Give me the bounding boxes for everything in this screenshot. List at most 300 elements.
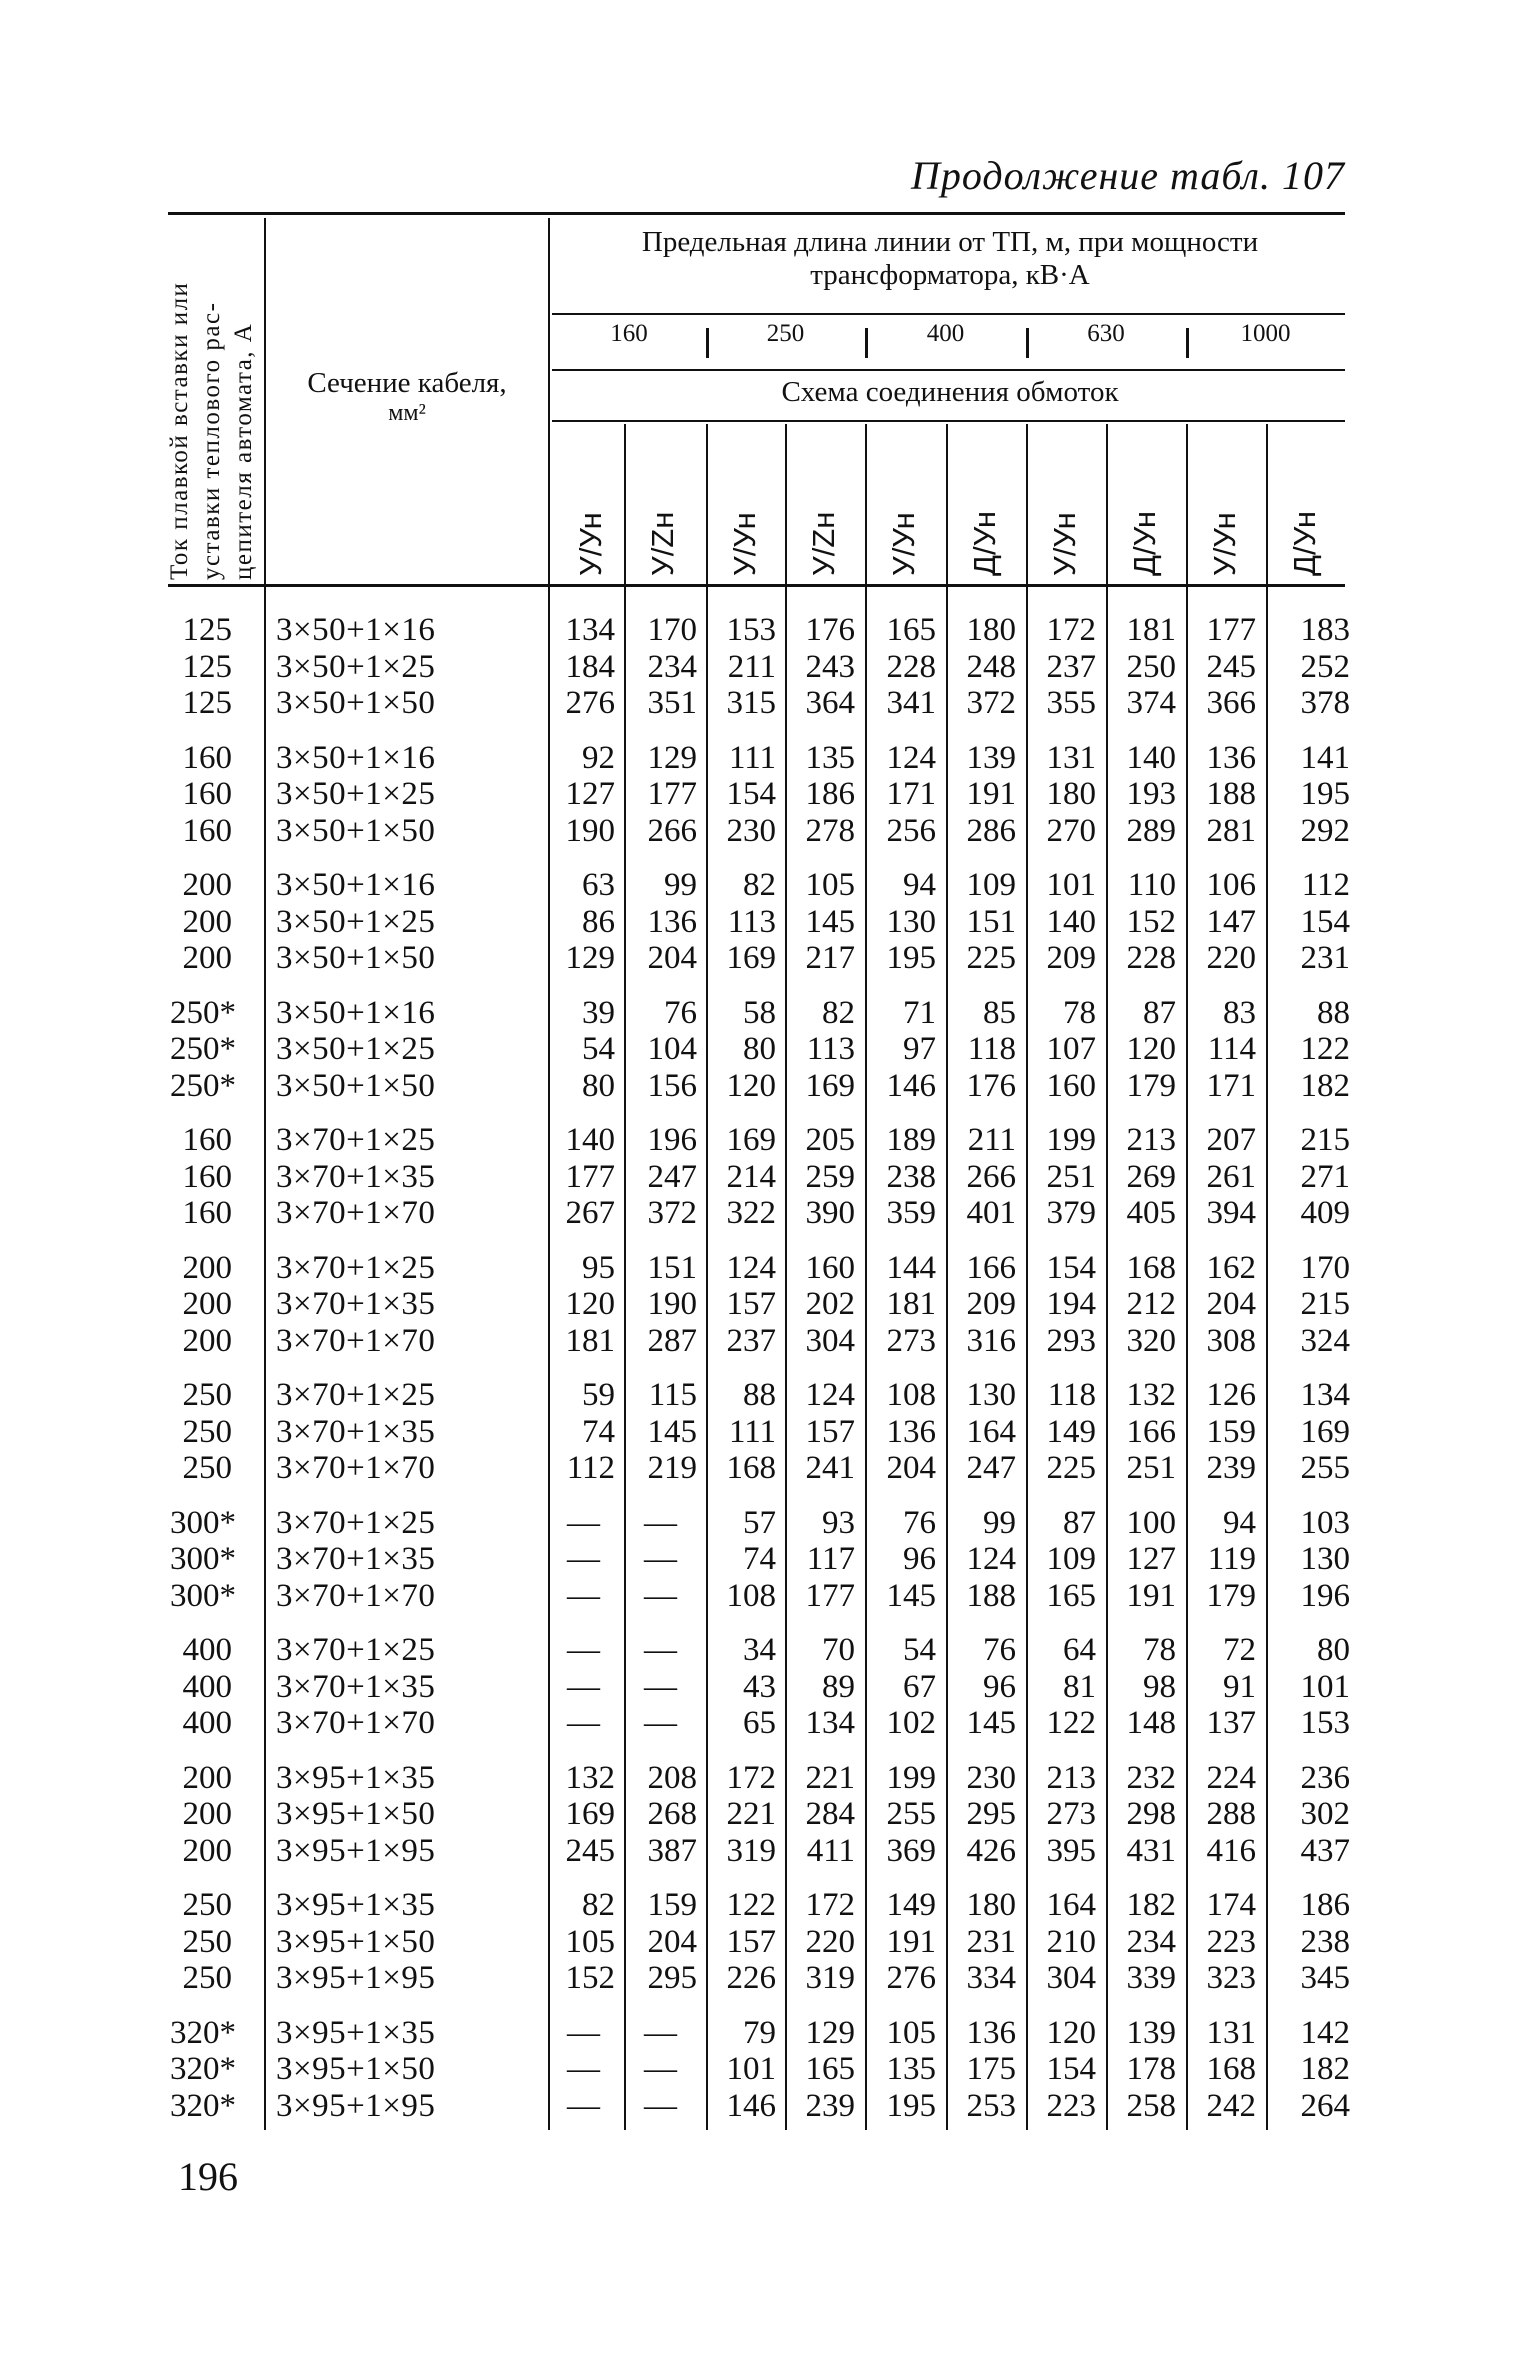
cable-section-cell: 3×50+1×25 [276, 903, 436, 940]
line-length-cell: 86 [582, 903, 615, 940]
line-length-cell: 132 [1126, 1377, 1176, 1413]
line-length-cell: 238 [886, 1158, 936, 1195]
cable-section-cell: 3×70+1×70 [276, 1577, 436, 1614]
cable-section-cell: 3×70+1×70 [276, 1322, 436, 1359]
line-length-cell: 319 [726, 1832, 776, 1869]
fuse-current-cell: 200 [182, 903, 232, 940]
line-length-cell: 168 [726, 1450, 776, 1486]
line-length-cell: 119 [1207, 1541, 1256, 1577]
line-length-cell: — [567, 2051, 600, 2087]
line-length-cell: 172 [726, 1759, 776, 1796]
line-length-cell: 58 [743, 994, 776, 1031]
column-rule [785, 424, 787, 2130]
line-length-cell: 144 [886, 1249, 936, 1286]
cable-section-cell: 3×95+1×50 [276, 1796, 436, 1832]
line-length-cell: 160 [805, 1249, 855, 1286]
line-length-cell: 278 [805, 812, 855, 849]
line-length-cell: 57 [743, 1504, 776, 1541]
line-length-cell: 186 [1300, 1887, 1350, 1923]
winding-scheme-header: Д/Ун [1287, 510, 1322, 576]
line-length-cell: 129 [565, 940, 615, 976]
line-length-cell: — [567, 2087, 600, 2124]
header-rule [552, 313, 1345, 315]
line-length-cell: 199 [1046, 1122, 1096, 1158]
cable-section-cell: 3×70+1×25 [276, 1377, 436, 1413]
column-rule [1266, 424, 1268, 2130]
line-length-cell: 120 [1046, 2014, 1096, 2051]
line-length-cell: 70 [822, 1632, 855, 1668]
line-length-cell: 152 [565, 1960, 615, 1996]
line-length-cell: 179 [1206, 1577, 1256, 1614]
line-length-cell: 145 [886, 1577, 936, 1614]
line-length-cell: 251 [1126, 1450, 1176, 1486]
line-length-cell: 113 [806, 1031, 855, 1067]
line-length-cell: 345 [1300, 1960, 1350, 1996]
line-length-cell: 237 [726, 1322, 776, 1359]
line-length-cell: 148 [1126, 1705, 1176, 1741]
line-length-cell: 80 [743, 1031, 776, 1067]
fuse-current-cell: 300* [170, 1577, 236, 1614]
line-length-cell: 431 [1126, 1832, 1176, 1869]
line-length-cell: 159 [1206, 1413, 1256, 1450]
line-length-cell: 181 [886, 1286, 936, 1322]
line-length-cell: 67 [903, 1668, 936, 1705]
cable-section-cell: 3×70+1×70 [276, 1450, 436, 1486]
winding-scheme-header: У/Ун [886, 512, 921, 576]
fuse-current-cell: 200 [182, 940, 232, 976]
cable-section-cell: 3×95+1×35 [276, 1887, 436, 1923]
line-length-cell: 243 [805, 648, 855, 685]
line-length-cell: 241 [805, 1450, 855, 1486]
line-length-cell: 165 [1046, 1577, 1096, 1614]
line-length-cell: 111 [728, 739, 776, 776]
line-length-cell: 34 [743, 1632, 776, 1668]
line-length-cell: 78 [1063, 994, 1096, 1031]
fuse-current-cell: 250 [182, 1923, 232, 1960]
line-length-cell: 195 [886, 2087, 936, 2124]
line-length-cell: 191 [886, 1923, 936, 1960]
power-divider [1026, 328, 1029, 358]
line-length-cell: 225 [966, 940, 1016, 976]
line-length-cell: 101 [726, 2051, 776, 2087]
line-length-cell: 105 [565, 1923, 615, 1960]
fuse-current-cell: 160 [182, 739, 232, 776]
power-divider [1186, 328, 1189, 358]
fuse-current-cell: 250 [182, 1960, 232, 1996]
header-bottom-rule [168, 584, 1345, 587]
line-length-cell: 175 [966, 2051, 1016, 2087]
fuse-current-cell: 250 [182, 1377, 232, 1413]
line-length-cell: 252 [1300, 648, 1350, 685]
line-length-cell: 100 [1126, 1504, 1176, 1541]
line-length-cell: 87 [1143, 994, 1176, 1031]
line-length-cell: 164 [1046, 1887, 1096, 1923]
line-length-cell: 83 [1223, 994, 1256, 1031]
line-length-cell: 145 [647, 1413, 697, 1450]
line-length-cell: 134 [565, 612, 615, 648]
cable-section-cell: 3×95+1×50 [276, 1923, 436, 1960]
column-rule [865, 424, 867, 2130]
cable-section-cell: 3×95+1×35 [276, 2014, 436, 2051]
line-length-cell: 136 [647, 903, 697, 940]
fuse-current-cell: 320* [170, 2014, 236, 2051]
line-length-cell: 409 [1300, 1195, 1350, 1231]
length-spanner-header: Предельная длина линии от ТП, м, при мощности трансформатора, кВ·А [641, 226, 1259, 291]
cable-section-cell: 3×50+1×16 [276, 867, 436, 903]
line-length-cell: 237 [1046, 648, 1096, 685]
line-length-cell: 239 [1206, 1450, 1256, 1486]
line-length-cell: 103 [1300, 1504, 1350, 1541]
line-length-cell: 236 [1300, 1759, 1350, 1796]
line-length-cell: 220 [805, 1923, 855, 1960]
column-rule [624, 424, 626, 2130]
line-length-cell: 82 [743, 867, 776, 903]
fuse-current-cell: 250 [182, 1450, 232, 1486]
line-length-cell: 180 [966, 1887, 1016, 1923]
cable-section-cell: 3×50+1×50 [276, 812, 436, 849]
line-length-cell: 268 [647, 1796, 697, 1832]
fuse-current-cell: 160 [182, 1195, 232, 1231]
line-length-cell: 364 [805, 685, 855, 721]
line-length-cell: 230 [966, 1759, 1016, 1796]
line-length-cell: 106 [1206, 867, 1256, 903]
line-length-cell: 319 [805, 1960, 855, 1996]
line-length-cell: 153 [726, 612, 776, 648]
line-length-cell: 63 [582, 867, 615, 903]
cable-section-cell: 3×50+1×50 [276, 685, 436, 721]
line-length-cell: 308 [1206, 1322, 1256, 1359]
line-length-cell: 247 [966, 1450, 1016, 1486]
line-length-cell: 378 [1300, 685, 1350, 721]
line-length-cell: 212 [1126, 1286, 1176, 1322]
cable-section-cell: 3×95+1×95 [276, 1832, 436, 1869]
line-length-cell: 247 [647, 1158, 697, 1195]
cable-section-cell: 3×50+1×50 [276, 940, 436, 976]
line-length-cell: — [567, 1541, 600, 1577]
line-length-cell: 118 [967, 1031, 1016, 1067]
cable-section-cell: 3×70+1×35 [276, 1668, 436, 1705]
line-length-cell: 355 [1046, 685, 1096, 721]
line-length-cell: 59 [582, 1377, 615, 1413]
line-length-cell: 168 [1126, 1249, 1176, 1286]
cable-section-cell: 3×50+1×16 [276, 612, 436, 648]
line-length-cell: 276 [565, 685, 615, 721]
fuse-current-cell: 320* [170, 2087, 236, 2124]
line-length-cell: 166 [1126, 1413, 1176, 1450]
line-length-cell: 78 [1143, 1632, 1176, 1668]
line-length-cell: 149 [1046, 1413, 1096, 1450]
line-length-cell: 126 [1206, 1377, 1256, 1413]
line-length-cell: 177 [565, 1158, 615, 1195]
fuse-current-cell: 400 [182, 1632, 232, 1668]
column-rule [1106, 424, 1108, 2130]
line-length-cell: 115 [648, 1377, 697, 1413]
line-length-cell: 136 [1206, 739, 1256, 776]
line-length-cell: 71 [903, 994, 936, 1031]
fuse-current-cell: 250 [182, 1887, 232, 1923]
fuse-current-cell: 200 [182, 1832, 232, 1869]
line-length-cell: 271 [1300, 1158, 1350, 1195]
line-length-cell: 81 [1063, 1668, 1096, 1705]
line-length-cell: 416 [1206, 1832, 1256, 1869]
line-length-cell: 316 [966, 1322, 1016, 1359]
line-length-cell: 302 [1300, 1796, 1350, 1832]
line-length-cell: 196 [647, 1122, 697, 1158]
line-length-cell: 151 [966, 903, 1016, 940]
winding-scheme-header: У/Zн [645, 511, 680, 576]
line-length-cell: 157 [726, 1286, 776, 1322]
line-length-cell: 54 [903, 1632, 936, 1668]
power-header: 630 [1087, 320, 1125, 347]
line-length-cell: 165 [886, 612, 936, 648]
line-length-cell: 137 [1206, 1705, 1256, 1741]
line-length-cell: 220 [1206, 940, 1256, 976]
column-rule [706, 424, 708, 2130]
line-length-cell: 109 [1046, 1541, 1096, 1577]
line-length-cell: 269 [1126, 1158, 1176, 1195]
line-length-cell: 211 [727, 648, 776, 685]
line-length-cell: 130 [966, 1377, 1016, 1413]
line-length-cell: 251 [1046, 1158, 1096, 1195]
line-length-cell: 437 [1300, 1832, 1350, 1869]
line-length-cell: — [567, 1668, 600, 1705]
line-length-cell: 94 [1223, 1504, 1256, 1541]
cable-section-cell: 3×95+1×50 [276, 2051, 436, 2087]
line-length-cell: 152 [1126, 903, 1176, 940]
line-length-cell: 188 [966, 1577, 1016, 1614]
line-length-cell: — [644, 1504, 677, 1541]
fuse-current-cell: 320* [170, 2051, 236, 2087]
line-length-cell: — [567, 1705, 600, 1741]
fuse-current-cell: 300* [170, 1504, 236, 1541]
power-header: 400 [926, 320, 965, 347]
line-length-cell: 168 [1206, 2051, 1256, 2087]
line-length-cell: 224 [1206, 1759, 1256, 1796]
line-length-cell: 130 [1300, 1541, 1350, 1577]
line-length-cell: 387 [647, 1832, 697, 1869]
power-divider [706, 328, 709, 358]
line-length-cell: 105 [805, 867, 855, 903]
line-length-cell: 221 [726, 1796, 776, 1832]
line-length-cell: 91 [1223, 1668, 1256, 1705]
line-length-cell: 157 [805, 1413, 855, 1450]
fuse-current-cell: 400 [182, 1668, 232, 1705]
line-length-cell: 110 [1127, 867, 1176, 903]
line-length-cell: 171 [1206, 1067, 1256, 1104]
line-length-cell: 88 [1317, 994, 1350, 1031]
fuse-current-cell: 250* [170, 994, 236, 1031]
line-length-cell: 273 [886, 1322, 936, 1359]
line-length-cell: 169 [805, 1067, 855, 1104]
line-length-cell: 177 [647, 776, 697, 812]
line-length-cell: 127 [1126, 1541, 1176, 1577]
line-length-cell: 120 [565, 1286, 615, 1322]
line-length-cell: 208 [647, 1759, 697, 1796]
line-length-cell: 286 [966, 812, 1016, 849]
column-rule [1186, 424, 1188, 2130]
line-length-cell: 124 [726, 1249, 776, 1286]
line-length-cell: 108 [886, 1377, 936, 1413]
power-header: 1000 [1240, 320, 1291, 347]
cable-section-cell: 3×50+1×25 [276, 776, 436, 812]
line-length-cell: 136 [966, 2014, 1016, 2051]
line-length-cell: 154 [1300, 903, 1350, 940]
section-header-unit: мм² [388, 400, 426, 426]
line-length-cell: 160 [1046, 1067, 1096, 1104]
section-header-text: Сечение кабеля, [307, 367, 507, 399]
line-length-cell: 164 [966, 1413, 1016, 1450]
line-length-cell: 169 [726, 1122, 776, 1158]
line-length-cell: 215 [1300, 1122, 1350, 1158]
line-length-cell: 166 [966, 1249, 1016, 1286]
line-length-cell: 146 [886, 1067, 936, 1104]
line-length-cell: 426 [966, 1832, 1016, 1869]
line-length-cell: 181 [1126, 612, 1176, 648]
line-length-cell: 180 [1046, 776, 1096, 812]
line-length-cell: 177 [1206, 612, 1256, 648]
line-length-cell: 171 [886, 776, 936, 812]
line-length-cell: 140 [1046, 903, 1096, 940]
cable-section-cell: 3×50+1×25 [276, 1031, 436, 1067]
line-length-cell: 194 [1046, 1286, 1096, 1322]
line-length-cell: 276 [886, 1960, 936, 1996]
winding-scheme-header: У/Ун [573, 512, 608, 576]
fuse-current-cell: 250* [170, 1031, 236, 1067]
line-length-cell: 228 [1126, 940, 1176, 976]
line-length-cell: 255 [1300, 1450, 1350, 1486]
line-length-cell: 234 [647, 648, 697, 685]
line-length-cell: 190 [647, 1286, 697, 1322]
line-length-cell: 341 [886, 685, 936, 721]
line-length-cell: 134 [805, 1705, 855, 1741]
cable-section-cell: 3×95+1×35 [276, 1759, 436, 1796]
line-length-cell: 324 [1300, 1322, 1350, 1359]
line-length-cell: 88 [743, 1377, 776, 1413]
line-length-cell: 334 [966, 1960, 1016, 1996]
line-length-cell: 298 [1126, 1796, 1176, 1832]
cable-section-cell: 3×50+1×50 [276, 1067, 436, 1104]
cable-section-cell: 3×95+1×95 [276, 1960, 436, 1996]
cable-section-cell: 3×50+1×16 [276, 739, 436, 776]
line-length-cell: 191 [966, 776, 1016, 812]
line-length-cell: 172 [1046, 612, 1096, 648]
line-length-cell: 193 [1126, 776, 1176, 812]
column-rule [548, 218, 550, 2130]
line-length-cell: — [644, 2014, 677, 2051]
line-length-cell: 76 [903, 1504, 936, 1541]
line-length-cell: 139 [1126, 2014, 1176, 2051]
cable-section-cell: 3×50+1×25 [276, 648, 436, 685]
line-length-cell: 99 [983, 1504, 1016, 1541]
line-length-cell: 96 [903, 1541, 936, 1577]
line-length-cell: 401 [966, 1195, 1016, 1231]
line-length-cell: 390 [805, 1195, 855, 1231]
line-length-cell: 165 [805, 2051, 855, 2087]
winding-scheme-header: У/Ун [727, 512, 762, 576]
fuse-current-cell: 250 [182, 1413, 232, 1450]
line-length-cell: 226 [726, 1960, 776, 1996]
line-length-cell: 101 [1300, 1668, 1350, 1705]
line-length-cell: 223 [1046, 2087, 1096, 2124]
line-length-cell: 112 [1301, 867, 1350, 903]
line-length-cell: 405 [1126, 1195, 1176, 1231]
line-length-cell: 289 [1126, 812, 1176, 849]
line-length-cell: 74 [582, 1413, 615, 1450]
line-length-cell: 169 [1300, 1413, 1350, 1450]
line-length-cell: 180 [966, 612, 1016, 648]
line-length-cell: 295 [647, 1960, 697, 1996]
line-length-cell: 145 [966, 1705, 1016, 1741]
line-length-cell: 39 [582, 994, 615, 1031]
power-header: 250 [766, 320, 805, 347]
line-length-cell: 130 [886, 903, 936, 940]
line-length-cell: 205 [805, 1122, 855, 1158]
line-length-cell: 124 [886, 739, 936, 776]
line-length-cell: 65 [743, 1705, 776, 1741]
line-length-cell: 131 [1206, 2014, 1256, 2051]
line-length-cell: 105 [886, 2014, 936, 2051]
line-length-cell: 209 [966, 1286, 1016, 1322]
fuse-current-cell: 200 [182, 867, 232, 903]
top-rule [168, 212, 1345, 215]
line-length-cell: 74 [743, 1541, 776, 1577]
line-length-cell: 157 [726, 1923, 776, 1960]
line-length-cell: 176 [805, 612, 855, 648]
fuse-current-cell: 400 [182, 1705, 232, 1741]
line-length-cell: 250 [1126, 648, 1176, 685]
line-length-cell: 76 [983, 1632, 1016, 1668]
line-length-cell: 195 [1300, 776, 1350, 812]
line-length-cell: 411 [806, 1832, 855, 1869]
line-length-cell: 239 [805, 2087, 855, 2124]
line-length-cell: 174 [1206, 1887, 1256, 1923]
line-length-cell: 92 [582, 739, 615, 776]
line-length-cell: 202 [805, 1286, 855, 1322]
page-number: 196 [178, 2154, 238, 2199]
line-length-cell: 172 [805, 1887, 855, 1923]
cable-section-cell: 3×70+1×35 [276, 1158, 436, 1195]
line-length-cell: 120 [1126, 1031, 1176, 1067]
line-length-cell: 186 [805, 776, 855, 812]
fuse-current-cell: 200 [182, 1796, 232, 1832]
line-length-cell: 85 [983, 994, 1016, 1031]
fuse-current-cell: 200 [182, 1286, 232, 1322]
line-length-cell: 182 [1126, 1887, 1176, 1923]
section-column-header [278, 368, 536, 428]
line-length-cell: 215 [1300, 1286, 1350, 1322]
line-length-cell: 118 [1047, 1377, 1096, 1413]
line-length-cell: 82 [582, 1887, 615, 1923]
line-length-cell: 122 [1046, 1705, 1096, 1741]
line-length-cell: 80 [1317, 1632, 1350, 1668]
line-length-cell: 154 [1046, 2051, 1096, 2087]
line-length-cell: 93 [822, 1504, 855, 1541]
winding-scheme-header: У/Ун [1207, 512, 1242, 576]
line-length-cell: 159 [647, 1887, 697, 1923]
line-length-cell: 64 [1063, 1632, 1096, 1668]
line-length-cell: 339 [1126, 1960, 1176, 1996]
line-length-cell: 374 [1126, 685, 1176, 721]
fuse-current-cell: 125 [182, 685, 232, 721]
line-length-cell: 366 [1206, 685, 1256, 721]
line-length-cell: 104 [647, 1031, 697, 1067]
line-length-cell: 261 [1206, 1158, 1256, 1195]
line-length-cell: 178 [1126, 2051, 1176, 2087]
line-length-cell: 284 [805, 1796, 855, 1832]
line-length-cell: 295 [966, 1796, 1016, 1832]
winding-scheme-header: Д/Ун [1127, 510, 1162, 576]
column-rule [946, 424, 948, 2130]
